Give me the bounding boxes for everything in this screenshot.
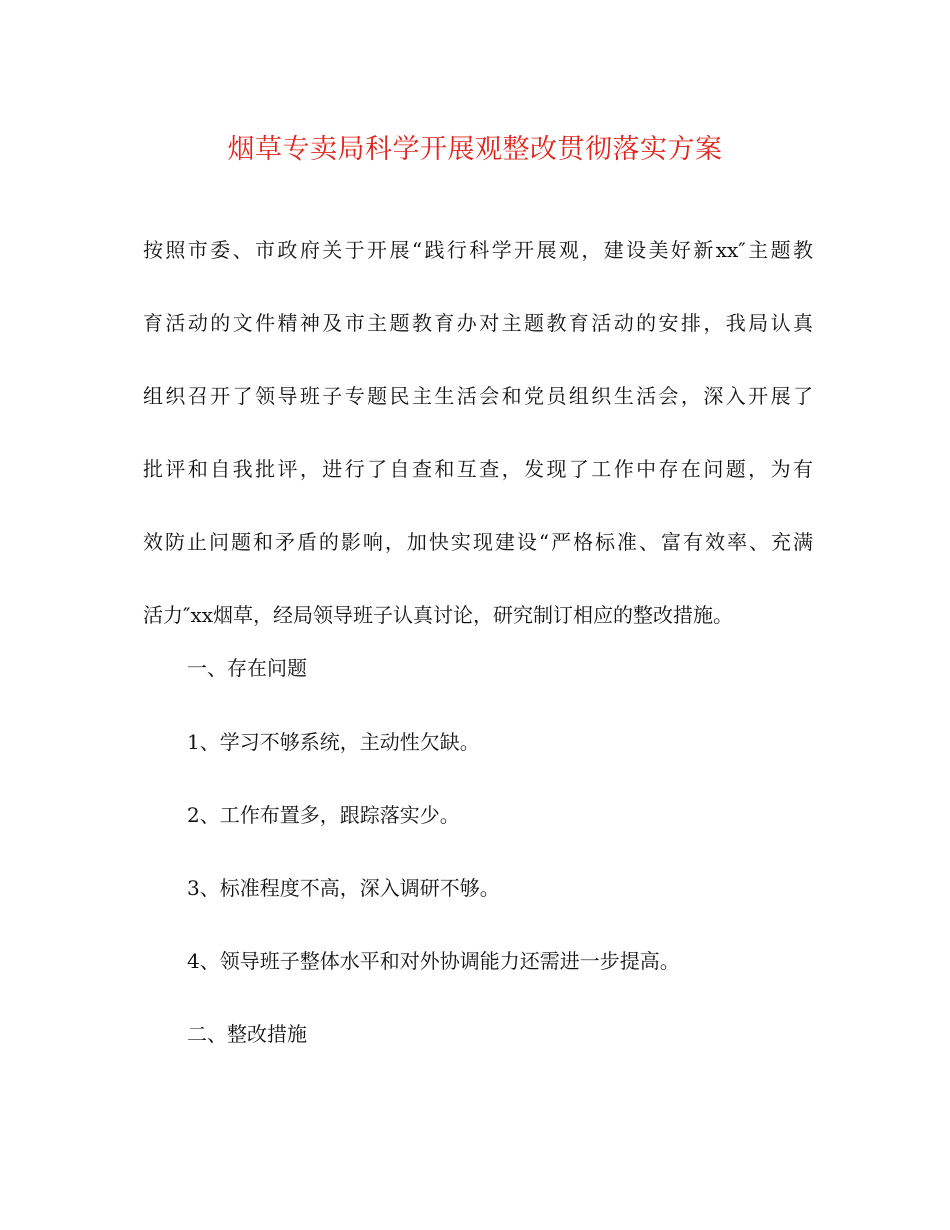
intro-line: 批评和自我批评，进行了自查和互查，发现了工作中存在问题，为有 xyxy=(143,457,813,481)
document-title: 烟草专卖局科学开展观整改贯彻落实方案 xyxy=(227,134,723,165)
intro-line: 按照市委、市政府关于开展“践行科学开展观，建设美好新xx″主题教 xyxy=(143,238,813,262)
problem-item: 2、工作布置多，跟踪落实少。 xyxy=(187,803,460,827)
intro-paragraph xyxy=(143,214,813,652)
intro-line: 效防止问题和矛盾的影响，加快实现建设“严格标准、富有效率、充满 xyxy=(143,530,813,554)
problem-item: 1、学习不够系统，主动性欠缺。 xyxy=(187,730,480,754)
intro-line: 活力″xx烟草，经局领导班子认真讨论，研究制订相应的整改措施。 xyxy=(143,603,734,627)
section-heading-measures: 二、整改措施 xyxy=(187,1022,307,1046)
intro-line: 组织召开了领导班子专题民主生活会和党员组织生活会，深入开展了 xyxy=(143,384,813,408)
section-heading-problems: 一、存在问题 xyxy=(187,656,307,680)
problem-item: 4、领导班子整体水平和对外协调能力还需进一步提高。 xyxy=(187,949,680,973)
problem-item: 3、标准程度不高，深入调研不够。 xyxy=(187,876,500,900)
intro-line: 育活动的文件精神及市主题教育办对主题教育活动的安排，我局认真 xyxy=(143,311,813,335)
